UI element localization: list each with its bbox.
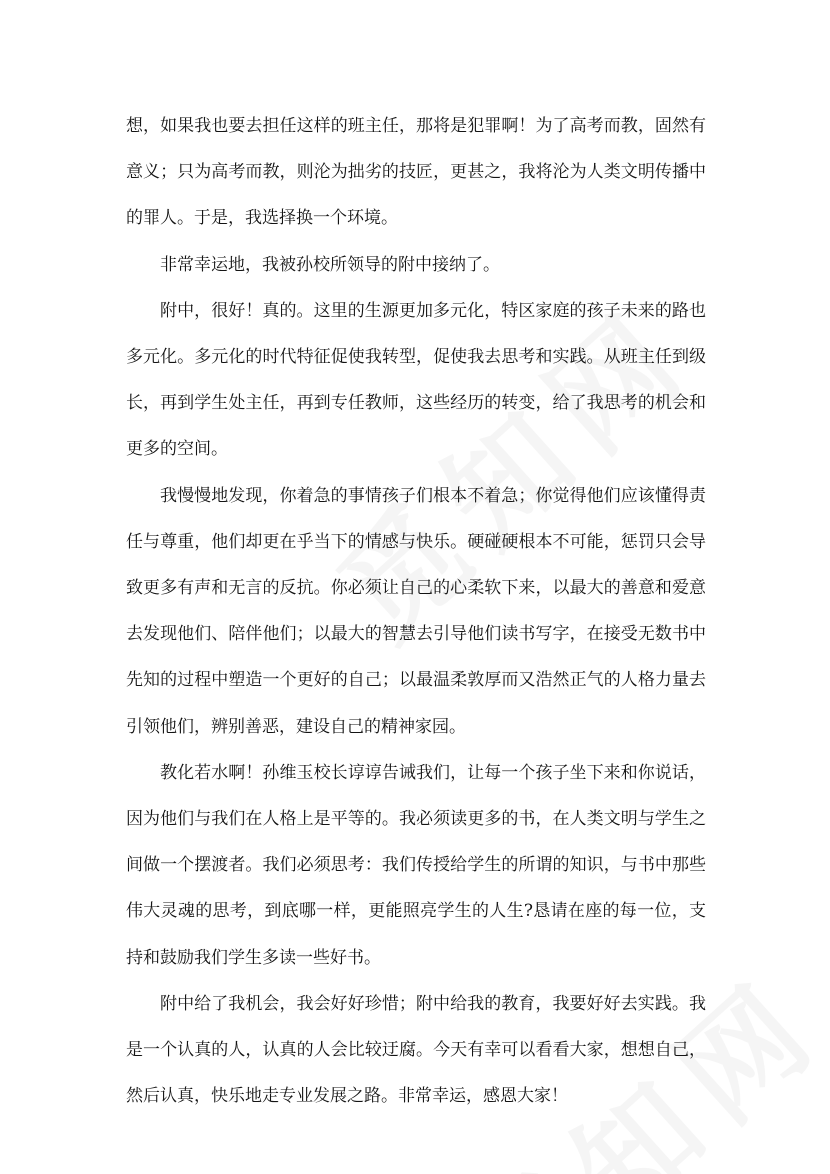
paragraph: 想，如果我也要去担任这样的班主任，那将是犯罪啊！为了高考而教，固然有意义；只为高考而教，则沦为拙劣的技匠，更甚之，我将沦为人类文明传播中的罪人。于是，我选择换一个环境。 bbox=[126, 116, 706, 229]
paragraph: 非常幸运地，我被孙校所领导的附中接纳了。 bbox=[160, 254, 500, 275]
paragraph: 附中给了我机会，我会好好珍惜；附中给我的教育，我要好好去实践。我是一个认真的人，认真的人会比较迂腐。今天有幸可以看看大家，想想自己，然后认真，快乐地走专业发展之路。非常幸运，感恩大家！ bbox=[126, 993, 706, 1107]
document-body bbox=[126, 103, 706, 1119]
paragraph: 附中，很好！真的。这里的生源更加多元化，特区家庭的孩子未来的路也多元化。多元化的时代特征促使我转型，促使我去思考和实践。从班主任到级长，再到学生处主任，再到专任教师，这些经历的转变，给了我思考的机会和更多的空间。 bbox=[126, 300, 706, 460]
paragraph: 教化若水啊！孙维玉校长谆谆告诫我们，让每一个孩子坐下来和你说话，因为他们与我们在人格上是平等的。我必须读更多的书，在人类文明与学生之间做一个摆渡者。我们必须思考：我们传授给学生的所谓的知识，与书中那些伟大灵魂的思考，到底哪一样，更能照亮学生的人生?恳请在座的每一位，支持和鼓励我们学生多读一些好书。 bbox=[126, 762, 706, 968]
paragraph: 我慢慢地发现，你着急的事情孩子们根本不着急；你觉得他们应该懂得责任与尊重，他们却更在乎当下的情感与快乐。硬碰硬根本不可能，惩罚只会导致更多有声和无言的反抗。你必须让自己的心柔软下来，以最大的善意和爱意去发现他们、陪伴他们；以最大的智慧去引导他们读书写字，在接受无数书中先知的过程中塑造一个更好的自己；以最温柔敦厚而又浩然正气的人格力量去引领他们，辨别善恶，建设自己的精神家园。 bbox=[126, 485, 706, 737]
